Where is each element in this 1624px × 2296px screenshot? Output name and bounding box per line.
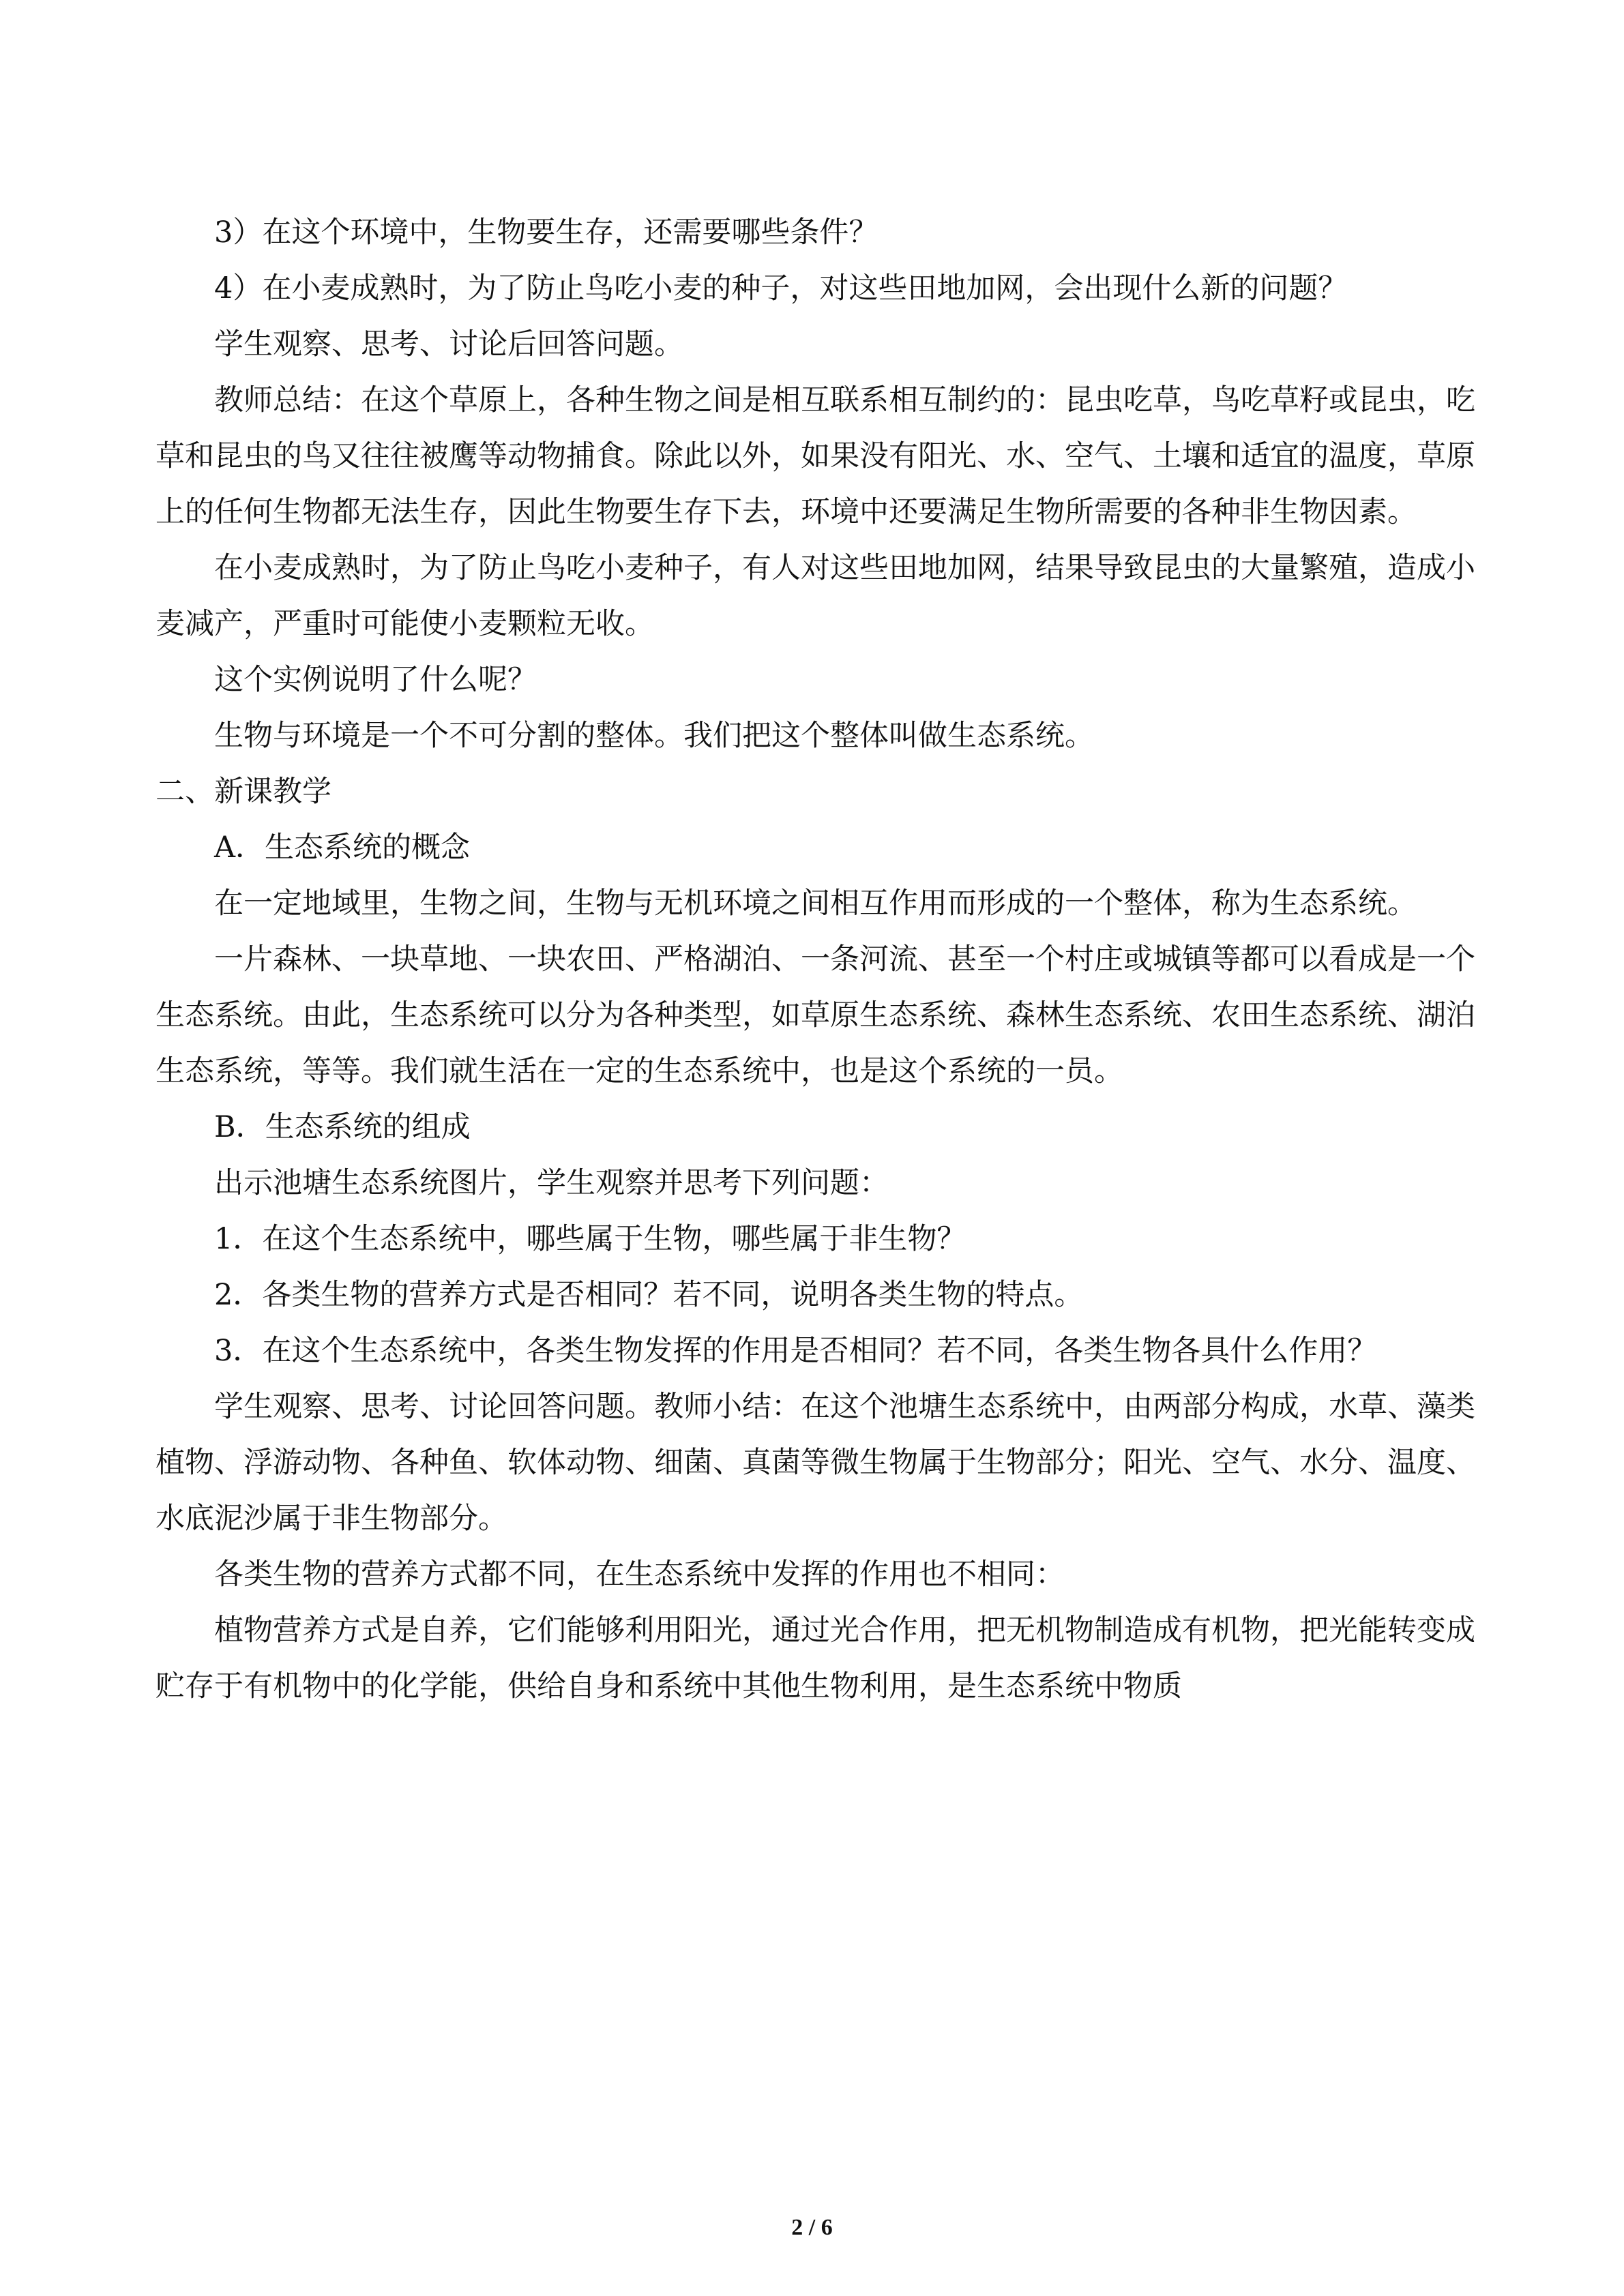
paragraph-ecosystem-definition-intro: 生物与环境是一个不可分割的整体。我们把这个整体叫做生态系统。 — [214, 719, 1094, 753]
paragraph-question-4: 4）在小麦成熟时，为了防止鸟吃小麦的种子，对这些田地加网，会出现什么新的问题？ — [214, 271, 1348, 305]
paragraph-student-response: 学生观察、思考、讨论后回答问题。 — [214, 327, 683, 361]
subheading-ecosystem-composition: B．生态系统的组成 — [214, 1110, 471, 1144]
section-heading-new-lesson: 二、新课教学 — [156, 775, 331, 809]
paragraph-teacher-summary: 教师总结：在这个草原上，各种生物之间是相互联系相互制约的：昆虫吃草，鸟吃草籽或昆虫，吃草和昆虫的鸟又往往被鹰等动物捕食。除此以外，如果没有阳光、水、空气、土壤和适宜的温度，草原上的任何生物都无法生存，因此生物要生存下去，环境中还要满足生物所需要的各种非生物因素。 — [156, 383, 1475, 529]
paragraph-example-question: 这个实例说明了什么呢？ — [214, 663, 537, 697]
paragraph-plant-nutrition: 植物营养方式是自养，它们能够利用阳光，通过光合作用，把无机物制造成有机物，把光能转变成贮存于有机物中的化学能，供给自身和系统中其他生物利用，是生态系统中物质 — [156, 1613, 1475, 1703]
page-number: 2 / 6 — [791, 2215, 833, 2240]
paragraph-ecosystem-concept: 在一定地域里，生物之间，生物与无机环境之间相互作用而形成的一个整体，称为生态系统。 — [214, 886, 1417, 921]
paragraph-question-3: 3）在这个环境中，生物要生存，还需要哪些条件？ — [214, 215, 879, 250]
paragraph-question-1: 1．在这个生态系统中，哪些属于生物，哪些属于非生物？ — [214, 1222, 966, 1256]
paragraph-teacher-conclusion: 学生观察、思考、讨论回答问题。教师小结：在这个池塘生态系统中，由两部分构成，水草、藻类植物、浮游动物、各种鱼、软体动物、细菌、真菌等微生物属于生物部分；阳光、空气、水分、温度、水底泥沙属于非生物部分。 — [156, 1390, 1475, 1536]
paragraph-pond-image-prompt: 出示池塘生态系统图片，学生观察并思考下列问题： — [214, 1166, 889, 1200]
document-body — [156, 205, 1475, 1714]
subheading-ecosystem-concept: A．生态系统的概念 — [214, 831, 471, 865]
paragraph-wheat-example: 在小麦成熟时，为了防止鸟吃小麦种子，有人对这些田地加网，结果导致昆虫的大量繁殖，造成小麦减产，严重时可能使小麦颗粒无收。 — [156, 551, 1475, 641]
paragraph-question-3b: 3．在这个生态系统中，各类生物发挥的作用是否相同？若不同，各类生物各具什么作用？ — [214, 1334, 1377, 1368]
paragraph-nutrition-differences: 各类生物的营养方式都不同，在生态系统中发挥的作用也不相同： — [214, 1557, 1065, 1592]
paragraph-question-2: 2．各类生物的营养方式是否相同？若不同，说明各类生物的特点。 — [214, 1278, 1084, 1312]
paragraph-ecosystem-types: 一片森林、一块草地、一块农田、严格湖泊、一条河流、甚至一个村庄或城镇等都可以看成是一个生态系统。由此，生态系统可以分为各种类型，如草原生态系统、森林生态系统、农田生态系统、湖泊生态系统，等等。我们就生活在一定的生态系统中，也是这个系统的一员。 — [156, 942, 1475, 1088]
